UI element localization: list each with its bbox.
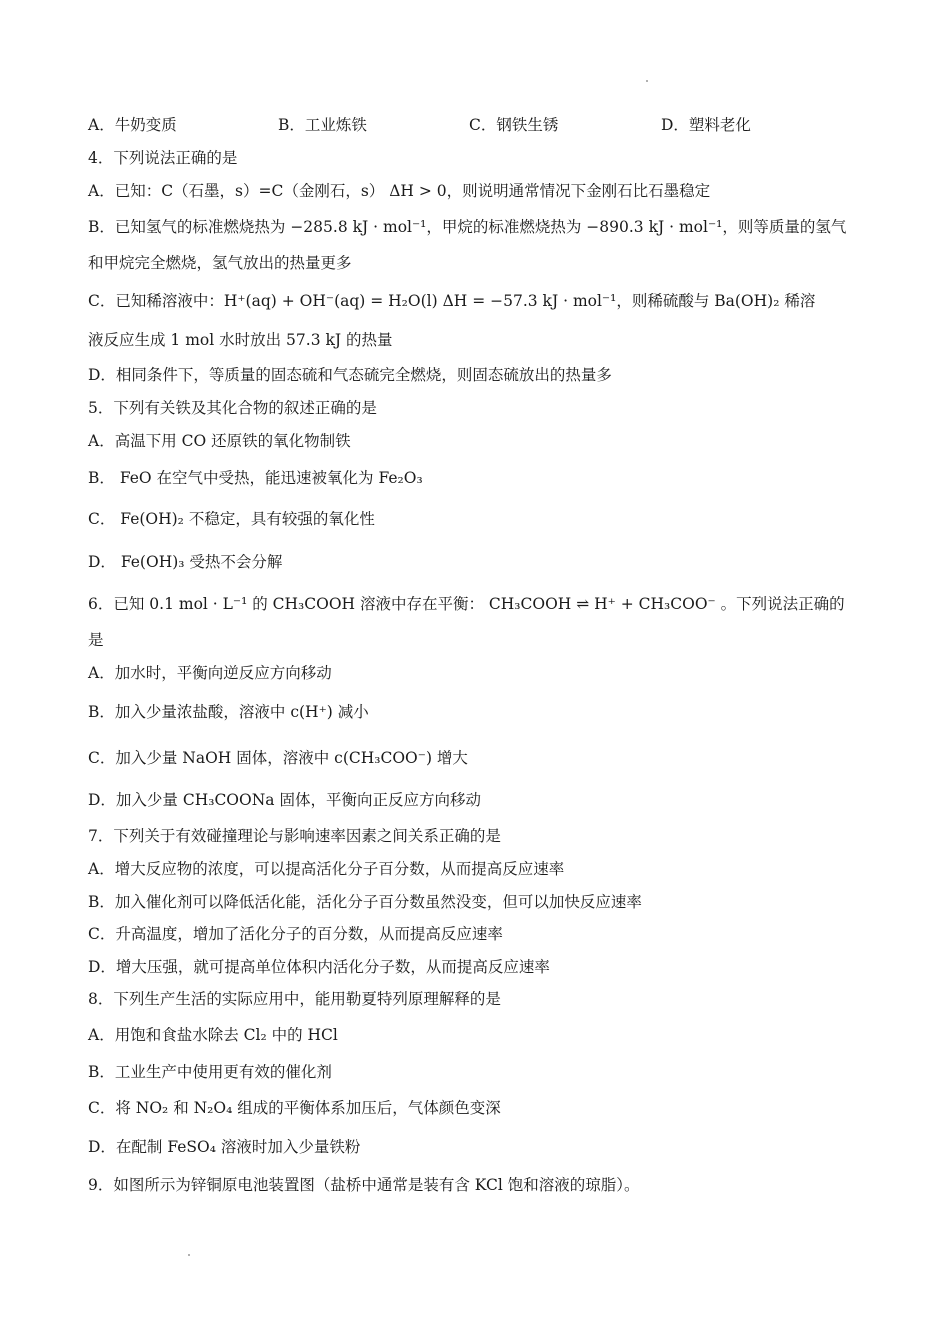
- q7-option-c: C．升高温度，增加了活化分子的百分数，从而提高反应速率: [88, 925, 503, 943]
- q6-option-c: C．加入少量 NaOH 固体，溶液中 c(CH₃COO⁻) 增大: [88, 749, 468, 767]
- q3-option-a: A．牛奶变质: [88, 116, 177, 134]
- q3-option-c: C．钢铁生锈: [469, 116, 559, 134]
- q7-option-d: D．增大压强，就可提高单位体积内活化分子数，从而提高反应速率: [88, 958, 550, 976]
- scan-dot: [188, 1254, 190, 1256]
- question-7-stem: 7．下列关于有效碰撞理论与影响速率因素之间关系正确的是: [88, 827, 501, 845]
- q4-option-b-cont: 和甲烷完全燃烧，氢气放出的热量更多: [88, 254, 352, 272]
- q6-option-a: A．加水时，平衡向逆反应方向移动: [88, 664, 332, 682]
- question-8-stem: 8．下列生产生活的实际应用中，能用勒夏特列原理解释的是: [88, 990, 501, 1008]
- scan-dot: [646, 80, 648, 82]
- q4-option-c: C．已知稀溶液中：H⁺(aq) + OH⁻(aq) = H₂O(l) ΔH = −57.3 kJ · mol⁻¹，则稀硫酸与 Ba(OH)₂ 稀溶: [88, 292, 816, 310]
- q6-option-d: D．加入少量 CH₃COONa 固体，平衡向正反应方向移动: [88, 791, 481, 809]
- q7-option-b: B．加入催化剂可以降低活化能，活化分子百分数虽然没变，但可以加快反应速率: [88, 893, 642, 911]
- q8-option-b: B．工业生产中使用更有效的催化剂: [88, 1063, 332, 1081]
- q5-option-a: A．高温下用 CO 还原铁的氧化物制铁: [88, 432, 351, 450]
- question-4-stem: 4．下列说法正确的是: [88, 149, 238, 167]
- q5-option-c: C． Fe(OH)₂ 不稳定，具有较强的氧化性: [88, 510, 375, 528]
- q4-option-d: D．相同条件下，等质量的固态硫和气态硫完全燃烧，则固态硫放出的热量多: [88, 366, 612, 384]
- question-9-stem: 9．如图所示为锌铜原电池装置图（盐桥中通常是装有含 KCl 饱和溶液的琼脂）。: [88, 1176, 640, 1194]
- q4-option-c-cont: 液反应生成 1 mol 水时放出 57.3 kJ 的热量: [88, 331, 393, 349]
- q5-option-b: B． FeO 在空气中受热，能迅速被氧化为 Fe₂O₃: [88, 469, 423, 487]
- q7-option-a: A．增大反应物的浓度，可以提高活化分子百分数，从而提高反应速率: [88, 860, 565, 878]
- q6-option-b: B．加入少量浓盐酸，溶液中 c(H⁺) 减小: [88, 703, 369, 721]
- q5-option-d: D． Fe(OH)₃ 受热不会分解: [88, 553, 283, 571]
- q8-option-d: D．在配制 FeSO₄ 溶液时加入少量铁粉: [88, 1138, 361, 1156]
- q3-option-b: B．工业炼铁: [278, 116, 367, 134]
- q8-option-c: C．将 NO₂ 和 N₂O₄ 组成的平衡体系加压后，气体颜色变深: [88, 1099, 501, 1117]
- q8-option-a: A．用饱和食盐水除去 Cl₂ 中的 HCl: [88, 1026, 338, 1044]
- q3-option-d: D．塑料老化: [661, 116, 751, 134]
- q4-option-b: B．已知氢气的标准燃烧热为 −285.8 kJ · mol⁻¹，甲烷的标准燃烧热为 −890.3 kJ · mol⁻¹，则等质量的氢气: [88, 218, 847, 236]
- question-5-stem: 5．下列有关铁及其化合物的叙述正确的是: [88, 399, 377, 417]
- question-6-stem-cont: 是: [88, 631, 104, 649]
- q4-option-a: A．已知：C（石墨，s）=C（金刚石，s） ΔH > 0，则说明通常情况下金刚石比石墨稳定: [88, 182, 711, 200]
- question-6-stem: 6．已知 0.1 mol · L⁻¹ 的 CH₃COOH 溶液中存在平衡： CH₃COOH ⇌ H⁺ + CH₃COO⁻ 。下列说法正确的: [88, 595, 845, 613]
